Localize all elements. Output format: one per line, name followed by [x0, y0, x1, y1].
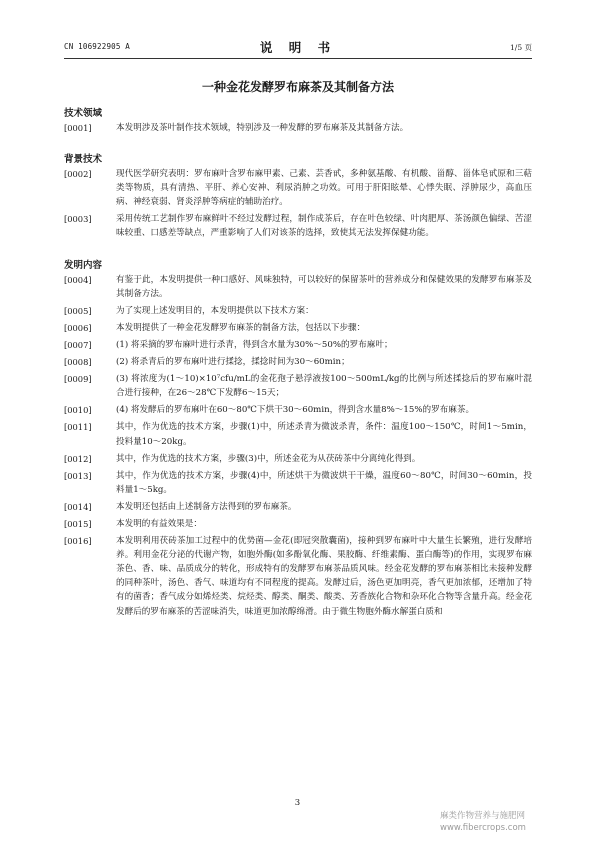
paragraph-number: [0007]: [64, 339, 92, 350]
paragraph-number: [0013]: [64, 470, 92, 481]
paragraph-number: [0004]: [64, 274, 92, 285]
document-body: [64, 105, 532, 622]
section-heading: 技术领域: [64, 108, 103, 119]
paragraph: [64, 121, 532, 135]
section-heading: 背景技术: [64, 154, 103, 166]
paragraph-text: 本发明的有益效果是：: [116, 518, 202, 529]
paragraph-number: [0011]: [64, 422, 92, 433]
paragraph-text: 其中，作为优选的技术方案，步骤(4)中，所述烘干为微波烘干干燥，温度60～80℃，时间30～60min，投料量1～5kg。: [116, 470, 532, 495]
paragraph-number: [0016]: [64, 536, 92, 547]
paragraph-text: (3) 将浓度为(1～10)×10⁷cfu/mL的金花孢子悬浮液按100～500mL/kg的比例与所述揉捻后的罗布麻叶混合进行接种，在26～28℃下发酵6～15天；: [116, 374, 532, 399]
paragraph: [64, 469, 532, 497]
page-indicator: 1/5 页: [510, 43, 532, 52]
paragraph: [64, 338, 532, 352]
paragraph-text: 其中，作为优选的技术方案，步骤(1)中，所述杀青为微波杀青，条件：温度100～150℃，时间1～5min，投料量10～20kg。: [116, 422, 532, 447]
paragraph: [64, 167, 532, 209]
site-watermark: [440, 810, 526, 834]
paragraph-number: [0010]: [64, 405, 92, 416]
paragraph-text: 本发明涉及茶叶制作技术领域，特别涉及一种发酵的罗布麻茶及其制备方法。: [116, 123, 409, 133]
paragraph: [64, 304, 532, 318]
paragraph: [64, 517, 532, 531]
document-title: 一种金花发酵罗布麻茶及其制备方法: [201, 80, 394, 94]
paragraph: [64, 500, 532, 514]
paragraph-number: [0005]: [64, 305, 92, 316]
paragraph-number: [0014]: [64, 501, 92, 512]
paragraph-number: [0003]: [64, 214, 92, 225]
paragraph-text: (2) 将杀青后的罗布麻叶进行揉捻，揉捻时间为30～60min；: [116, 357, 350, 368]
paragraph-text: 有鉴于此，本发明提供一种口感好、风味独特，可以较好的保留茶叶的营养成分和保健效果的发酵罗布麻茶及其制备方法。: [116, 274, 532, 299]
paragraph-text: 本发明还包括由上述制备方法得到的罗布麻茶。: [116, 501, 297, 512]
paragraph: [64, 355, 532, 369]
paragraph-text: (1) 将采摘的罗布麻叶进行杀青，得到含水量为30%～50%的罗布麻叶；: [116, 339, 393, 350]
paragraph: [64, 212, 532, 240]
paragraph-text: 其中，作为优选的技术方案，步骤(3)中，所述金花为从茯砖茶中分离纯化得到。: [116, 453, 421, 464]
paragraph-number: [0001]: [64, 123, 92, 133]
paragraph-number: [0002]: [64, 169, 92, 180]
paragraph: [64, 321, 532, 335]
paragraph-number: [0012]: [64, 453, 92, 464]
paragraph-number: [0006]: [64, 322, 92, 333]
paragraph: [64, 452, 532, 466]
paragraph-text: 现代医学研究表明：罗布麻叶含罗布麻甲素、己素、芸香甙，多种氨基酸、有机酸、甾醇、甾体皂甙原和三萜类等物质，具有清热、平肝、养心安神、利尿消肿之功效。可用于肝阳眩晕、心悸失眠、浮肿尿少，高血压病、神经衰弱、肾炎浮肿等病症的辅助治疗。: [116, 169, 532, 208]
page-number: 3: [294, 798, 301, 808]
paragraph: [64, 372, 532, 400]
watermark-url: www.fibercrops.com: [440, 823, 526, 833]
paragraph-text: 本发明提供了一种金花发酵罗布麻茶的制备方法，包括以下步骤：: [116, 322, 366, 333]
paragraph-text: 为了实现上述发明目的，本发明提供以下技术方案：: [116, 305, 314, 316]
paragraph-number: [0009]: [64, 374, 92, 385]
document-type: 说 明 书: [259, 40, 337, 55]
paragraph-text: 本发明利用茯砖茶加工过程中的优势菌—金花(即冠突散囊菌)，接种到罗布麻叶中大量生长繁殖，进行发酵培养。利用金花分泌的代谢产物，如胞外酶(如多酚氧化酶、果胶酶、纤维素酶、蛋白酶等)的作用，实现罗布麻茶色、香、味、品质成分的转化，形成特有的发酵罗布麻茶品质风味。经金花发酵的罗布麻茶相比未接种发酵的同种茶叶，汤色、香气、味道均有不同程度的提高。发酵过后，汤色更加明亮，香气更加浓郁，还增加了特有的菌香；香气成分如烯烃类、烷烃类、醇类、酮类、酸类、芳香族化合物和杂环化合物等含量升高。经金花发酵后的罗布麻茶的苦涩味消失，味道更加浓醇绵滑。由于微生物胞外酶水解蛋白质和: [116, 536, 532, 617]
paragraph: [64, 273, 532, 301]
paragraph: [64, 403, 532, 417]
paragraph: [64, 420, 532, 448]
paragraph-number: [0015]: [64, 518, 92, 529]
paragraph: [64, 534, 532, 619]
section-heading: 发明内容: [64, 259, 103, 271]
watermark-title: 麻类作物营养与施肥网: [440, 811, 526, 821]
paragraph-number: [0008]: [64, 357, 92, 368]
paragraph-text: (4) 将发酵后的罗布麻叶在60～80℃下烘干30～60min，得到含水量8%～15%的罗布麻茶。: [116, 405, 475, 416]
paragraph-text: 采用传统工艺制作罗布麻鲜叶不经过发酵过程，制作成茶后，存在叶色较绿、叶肉肥厚、茶汤颜色偏绿、苦涩味较重、口感差等缺点，严重影响了人们对该茶的选择，致使其无法发挥保健功能。: [116, 214, 532, 239]
header-divider: [64, 58, 532, 59]
patent-number: CN 106922905 A: [64, 42, 131, 51]
page-header: [64, 38, 532, 54]
